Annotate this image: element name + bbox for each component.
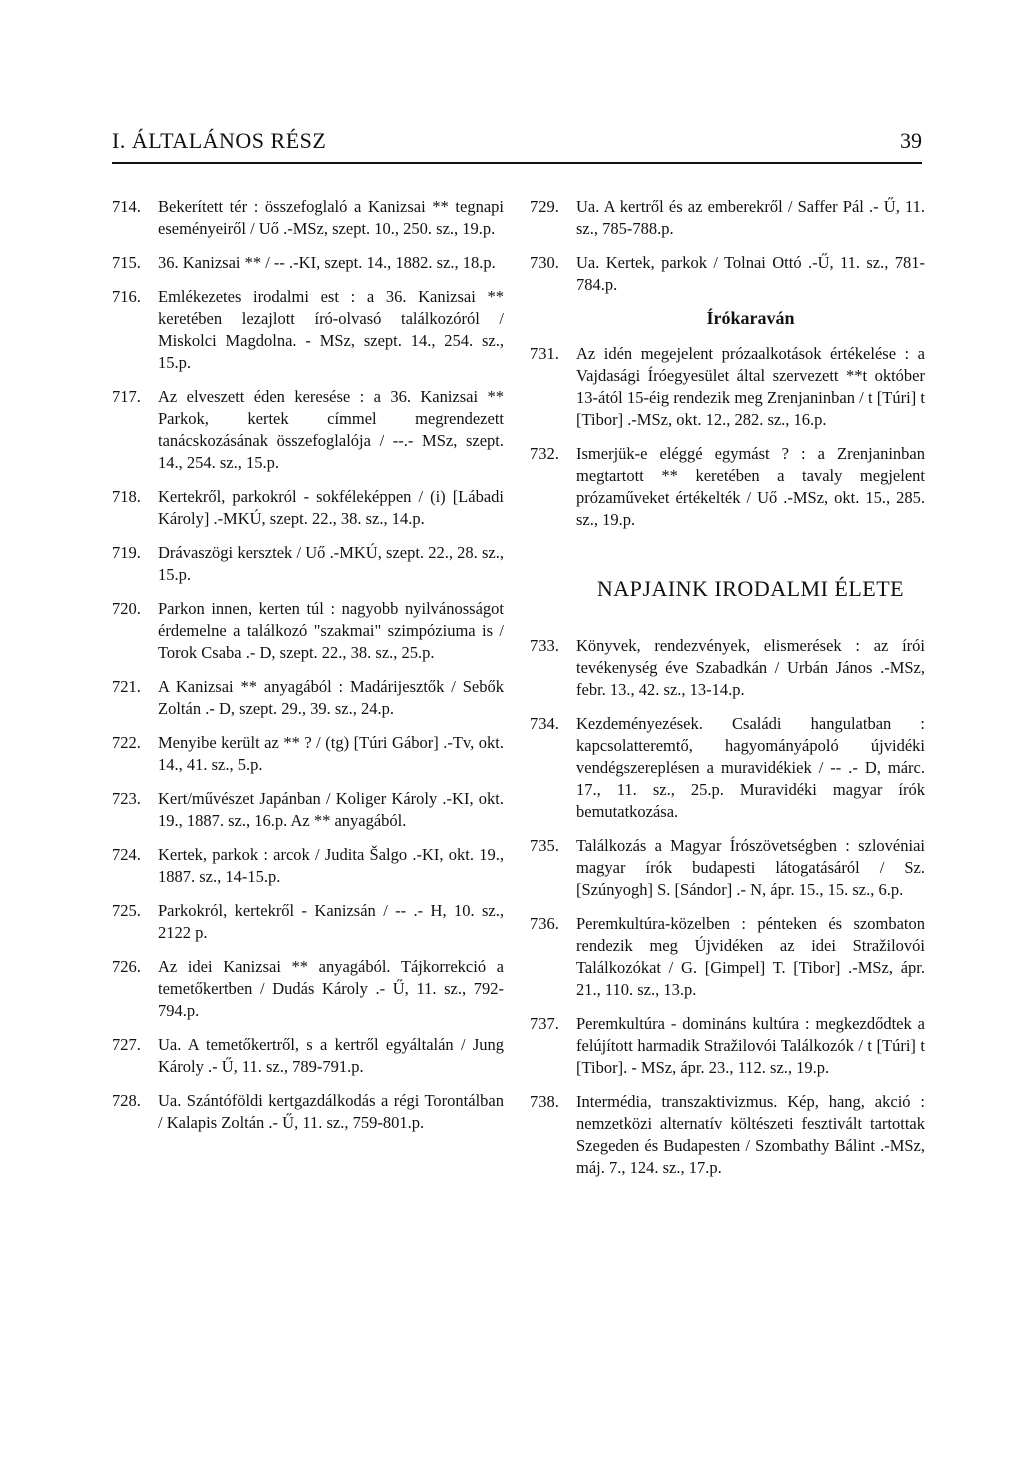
entry-number: 718. [112,487,141,506]
entry-text: Könyvek, rendezvények, elismerések : az írói tevékenység éve Szabadkán / Urbán János .-MSz, febr. 13., 42. sz., 13-14.p. [576,636,925,699]
entry-group-top [530,196,925,296]
entry-text: Ua. A kertről és az emberekről / Saffer Pál .- Ű, 11. sz., 785-788.p. [576,197,925,238]
entry-number: 721. [112,677,141,696]
bibliography-entry [112,598,504,664]
bibliography-entry [530,1013,925,1079]
entry-number: 729. [530,197,559,216]
entry-number: 717. [112,387,141,406]
entry-text: Az elveszett éden keresése : a 36. Kanizsai ** Parkok, kertek címmel megrendezett tanácskozásának összefoglalója / --.- MSz, szept. 14., 254. sz., 15.p. [158,387,504,472]
entry-number: 726. [112,957,141,976]
entry-text: Ismerjük-e eléggé egymást ? : a Zrenjaninban megtartott ** keretében a tavaly megjelent prózaműveket értékelték / Uő .-MSz, okt. 15., 285. sz., 19.p. [576,444,925,529]
entry-number: 731. [530,344,559,363]
entry-text: Ua. A temetőkertről, s a kertről egyáltalán / Jung Károly .- Ű, 11. sz., 789-791.p. [158,1035,504,1076]
bibliography-entry [112,900,504,944]
entry-number: 715. [112,253,141,272]
bibliography-entry [530,196,925,240]
entry-text: Kezdeményezések. Családi hangulatban : kapcsolatteremtő, hagyományápoló újvidéki vendégszereplésen a muravidékiek / -- .- D, márc. 17., 11. sz., 25.p. Muravidéki magyar írók bemutatkozása. [576,714,925,821]
entry-text: Drávaszögi kersztek / Uő .-MKÚ, szept. 22., 28. sz., 15.p. [158,543,504,584]
bibliography-entry [530,635,925,701]
bibliography-entry [112,732,504,776]
entry-number: 723. [112,789,141,808]
entry-text: Intermédia, transzaktivizmus. Kép, hang, akció : nemzetközi alternatív költészeti fesztivált tartottak Szegeden és Budapesten / Szombathy Bálint .-MSz, máj. 7., 124. sz., 17.p. [576,1092,925,1177]
entry-group-napjaink [530,635,925,1179]
bibliography-entry [530,343,925,431]
entry-text: Az idén megejelent prózaalkotások értékelése : a Vajdasági Íróegyesület által szervezett **t október 13-ától 15-éig rendezik meg Zrenjaninban / t [Túri] t [Tibor] .-MSz, okt. 12., 282. sz., 16.p. [576,344,925,429]
bibliography-entry [112,844,504,888]
entry-text: Peremkultúra - domináns kultúra : megkezdődtek a felújított harmadik Stražilovói Találkozók / t [Túri] t [Tibor]. - MSz, ápr. 23., 112. sz., 19.p. [576,1014,925,1077]
entry-text: Emlékezetes irodalmi est : a 36. Kanizsai ** keretében lezajlott író-olvasó találkozóról / Miskolci Magdolna. - MSz, szept. 14., 254. sz., 15.p. [158,287,504,372]
entry-number: 720. [112,599,141,618]
page-header [112,126,922,164]
entry-number: 733. [530,636,559,655]
bibliography-entry [530,1091,925,1179]
bibliography-entry [112,956,504,1022]
entry-number: 724. [112,845,141,864]
entry-text: Kertek, parkok : arcok / Judita Šalgo .-KI, okt. 19., 1887. sz., 14-15.p. [158,845,504,886]
bibliography-entry [112,788,504,832]
entry-text: Parkon innen, kerten túl : nagyobb nyilvánosságot érdemelne a találkozó "szakmai" szimpóziuma is / Torok Csaba .- D, szept. 22., 38. sz., 25.p. [158,599,504,662]
bibliography-entry [112,1090,504,1134]
bibliography-entry [530,713,925,823]
entry-number: 734. [530,714,559,733]
bibliography-entry [112,1034,504,1078]
entry-number: 736. [530,914,559,933]
bibliography-entry [530,443,925,531]
entry-number: 738. [530,1092,559,1111]
bibliography-entry [112,486,504,530]
entry-number: 732. [530,444,559,463]
left-column [112,196,504,1146]
page-number: 39 [900,128,922,153]
entry-text: Ua. Kertek, parkok / Tolnai Ottó .-Ű, 11. sz., 781-784.p. [576,253,925,294]
section-title: NAPJAINK IRODALMI ÉLETE [596,576,905,601]
bibliography-entry [112,676,504,720]
entry-number: 725. [112,901,141,920]
bibliography-entry [112,386,504,474]
bibliography-entry [112,196,504,240]
entry-number: 716. [112,287,141,306]
entry-group-irokaravan [530,343,925,531]
entry-number: 737. [530,1014,559,1033]
bibliography-entry [530,913,925,1001]
entry-number: 728. [112,1091,141,1110]
entry-text: 36. Kanizsai ** / -- .-KI, szept. 14., 1882. sz., 18.p. [158,253,496,272]
entry-number: 730. [530,253,559,272]
entry-text: Parkokról, kertekről - Kanizsán / -- .- H, 10. sz., 2122 p. [158,901,504,942]
entry-text: Kertekről, parkokról - sokféleképpen / (i) [Lábadi Károly] .-MKÚ, szept. 22., 38. sz., 14.p. [158,487,504,528]
entry-text: Bekerített tér : összefoglaló a Kanizsai ** tegnapi eseményeiről / Uő .-MSz, szept. 10., 250. sz., 19.p. [158,197,504,238]
entry-number: 714. [112,197,141,216]
entry-text: Az idei Kanizsai ** anyagából. Tájkorrekció a temetőkertben / Dudás Károly .- Ű, 11. sz., 792-794.p. [158,957,504,1020]
entry-text: Peremkultúra-közelben : pénteken és szombaton rendezik meg Újvidéken az idei Stražilovói Találkozókat / G. [Gimpel] T. [Tibor] .-MSz, ápr. 21., 110. sz., 13.p. [576,914,925,999]
subheading-irokaravan: Írókaraván [706,308,795,328]
entry-number: 722. [112,733,141,752]
bibliography-entry [112,286,504,374]
entry-number: 727. [112,1035,141,1054]
chapter-title: I. ÁLTALÁNOS RÉSZ [112,128,327,153]
bibliography-entry [112,252,504,274]
entry-number: 719. [112,543,141,562]
bibliography-entry [530,835,925,901]
entry-text: Menyibe került az ** ? / (tg) [Túri Gábor] .-Tv, okt. 14., 41. sz., 5.p. [158,733,504,774]
entry-text: Ua. Szántóföldi kertgazdálkodás a régi Torontálban / Kalapis Zoltán .- Ű, 11. sz., 759-801.p. [158,1091,504,1132]
entry-text: Találkozás a Magyar Írószövetségben : szlovéniai magyar írók budapesti látogatásáról / Sz. [Szúnyogh] S. [Sándor] .- N, ápr. 15., 15. sz., 6.p. [576,836,925,899]
bibliography-entry [530,252,925,296]
right-column [530,196,925,1191]
entry-text: Kert/művészet Japánban / Koliger Károly .-KI, okt. 19., 1887. sz., 16.p. Az ** anyagából. [158,789,504,830]
bibliography-entry [112,542,504,586]
entry-text: A Kanizsai ** anyagából : Madárijesztők / Sebők Zoltán .- D, szept. 29., 39. sz., 24.p. [158,677,504,718]
entry-number: 735. [530,836,559,855]
